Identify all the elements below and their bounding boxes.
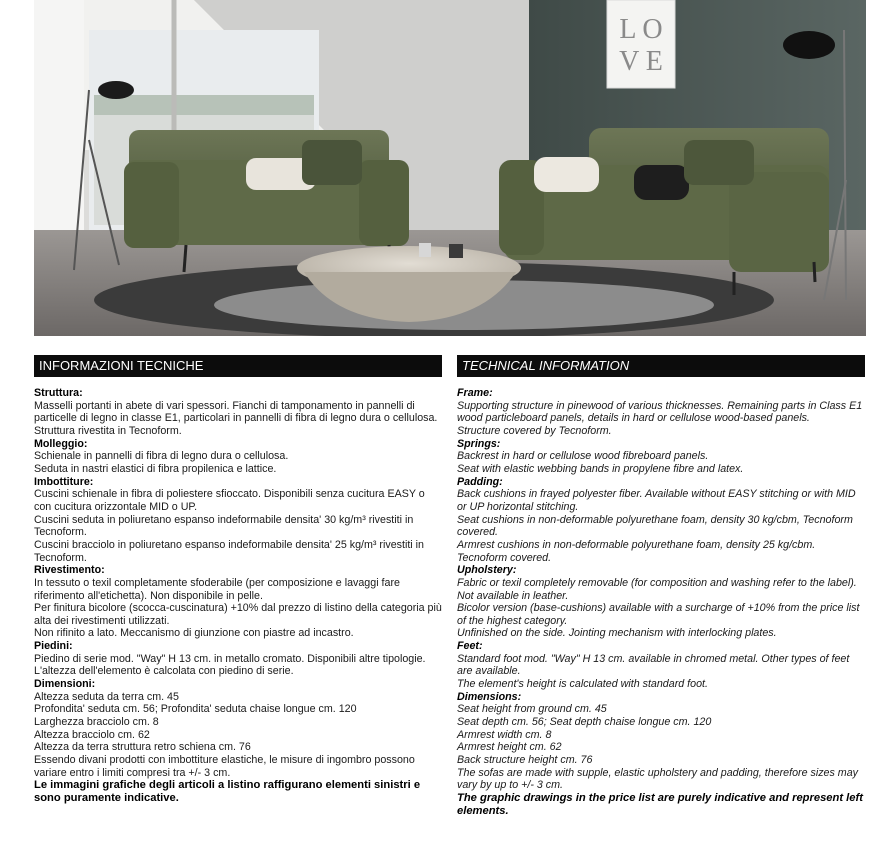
- english-body: [457, 387, 865, 818]
- section-line: Standard foot mod. "Way" H 13 cm. available in chromed metal. Other types of feet are available.: [457, 652, 850, 678]
- section-frame: [457, 387, 865, 438]
- section-line: Schienale in pannelli di fibra di legno dura o cellulosa.: [34, 450, 289, 463]
- section-line: Armrest height cm. 62: [457, 741, 562, 754]
- section-line: Profondita' seduta cm. 56; Profondita' seduta chaise longue cm. 120: [34, 703, 357, 716]
- section-title: Struttura:: [34, 387, 83, 399]
- section-line: Cuscini schienale in fibra di poliestere sfioccato. Disponibili senza cucitura EASY o con cucitura orizzontale MID o UP.: [34, 488, 425, 513]
- section-line: L'altezza dell'elemento è calcolata con piedino di serie.: [34, 665, 294, 678]
- section-line: Altezza bracciolo cm. 62: [34, 728, 150, 741]
- section-line: Backrest in hard or cellulose wood fibreboard panels.: [457, 450, 709, 463]
- section-line: Bicolor version (base-cushions) available with a surcharge of +10% from the price list of the highest category.: [457, 602, 860, 627]
- section-line: Unfinished on the side. Jointing mechanism with interlocking plates.: [457, 627, 777, 640]
- section-struttura: [34, 387, 442, 438]
- section-dimensions: [457, 691, 865, 792]
- section-line: Structure covered by Tecnoform.: [457, 424, 612, 437]
- section-line: Cuscini seduta in poliuretano espanso indeformabile densita' 30 kg/m³ rivestiti in Tecnoform.: [34, 513, 414, 539]
- svg-text:L O: L O: [619, 14, 663, 45]
- section-padding: [457, 476, 865, 565]
- section-line: In tessuto o texil completamente sfoderabile (per composizione e lavaggi fare riferimento all'etichetta). Non disponibile in pelle.: [34, 576, 400, 602]
- italian-header: INFORMAZIONI TECNICHE: [34, 355, 442, 377]
- section-title: Piedini:: [34, 640, 73, 653]
- section-line: Seat depth cm. 56; Seat depth chaise longue cm. 120: [457, 716, 712, 729]
- section-title: Frame:: [457, 387, 493, 399]
- section-line: Back structure height cm. 76: [457, 754, 593, 767]
- section-line: Supporting structure in pinewood of various thicknesses. Remaining parts in Class E1 wood particleboard panels, details in hard or cellulose wood-based panels.: [457, 399, 863, 425]
- section-line: The element's height is calculated with standard foot.: [457, 678, 708, 691]
- section-title: Springs:: [457, 437, 501, 450]
- section-line: Piedino di serie mod. "Way" H 13 cm. in metallo cromato. Disponibili altre tipologie.: [34, 652, 426, 665]
- section-line: Seat cushions in non-deformable polyurethane foam, density 30 kg/cbm, Tecnoform covered.: [457, 513, 853, 539]
- section-dimensioni: [34, 678, 442, 779]
- english-header: TECHNICAL INFORMATION: [457, 355, 865, 377]
- section-title: Molleggio:: [34, 437, 88, 450]
- section-line: Seat with elastic webbing bands in propylene fibre and latex.: [457, 462, 744, 475]
- italian-body: [34, 387, 442, 805]
- svg-text:V E: V E: [619, 46, 663, 77]
- section-line: Cuscini bracciolo in poliuretano espanso indeformabile densita' 25 kg/m³ rivestiti in Tecnoform.: [34, 538, 424, 564]
- section-line: Altezza seduta da terra cm. 45: [34, 690, 179, 703]
- section-title: Imbottiture:: [34, 475, 94, 488]
- italian-note: Le immagini grafiche degli articoli a listino raffigurano elementi sinistri e sono puramente indicative.: [34, 779, 421, 805]
- section-line: Seduta in nastri elastici di fibra propilenica e lattice.: [34, 462, 277, 475]
- section-title: Rivestimento:: [34, 564, 105, 577]
- section-piedini: [34, 640, 442, 678]
- section-rivestimento: [34, 564, 442, 640]
- section-line: Larghezza bracciolo cm. 8: [34, 716, 159, 729]
- section-line: Armrest cushions in non-deformable polyurethane foam, density 25 kg/cbm. Tecnoform covered.: [457, 538, 816, 564]
- italian-column: [34, 355, 442, 805]
- section-line: The sofas are made with supple, elastic upholstery and padding, therefore sizes may vary by up to +/- 3 cm.: [457, 766, 859, 792]
- english-column: [457, 355, 865, 818]
- section-line: Struttura rivestita in Tecnoform.: [34, 424, 182, 437]
- section-springs: [457, 438, 865, 476]
- section-title: Dimensioni:: [34, 678, 96, 691]
- section-line: Fabric or texil completely removable (for composition and washing refer to the label). Not available in leather.: [457, 576, 857, 602]
- section-title: Padding:: [457, 475, 503, 488]
- section-line: Altezza da terra struttura retro schiena cm. 76: [34, 741, 251, 754]
- section-line: Non rifinito a lato. Meccanismo di giunzione con piastre ad incastro.: [34, 627, 354, 640]
- section-title: Feet:: [457, 640, 483, 653]
- section-line: Armrest width cm. 8: [457, 728, 552, 741]
- section-line: Seat height from ground cm. 45: [457, 703, 607, 716]
- section-imbottiture: [34, 476, 442, 565]
- english-note: The graphic drawings in the price list are purely indicative and represent left elements.: [457, 792, 863, 817]
- product-photo: [34, 0, 866, 336]
- section-line: Back cushions in frayed polyester fiber. Available without EASY stitching or with MID or UP horizontal stitching.: [457, 488, 856, 513]
- section-upholstery: [457, 564, 865, 640]
- section-feet: [457, 640, 865, 691]
- section-title: Upholstery:: [457, 564, 517, 577]
- section-line: Essendo divani prodotti con imbottiture elastiche, le misure di ingombro possono variare entro i limiti compresi tra +/- 3 cm.: [34, 754, 415, 779]
- section-molleggio: [34, 438, 442, 476]
- section-line: Masselli portanti in abete di vari spessori. Fianchi di tamponamento in pannelli di particelle di legno in classe E1, particolari in pannelli di fibra di legno dura o cellulosa.: [34, 399, 438, 425]
- section-line: Per finitura bicolore (scocca-cuscinatura) +10% dal prezzo di listino della categoria più alta dei rivestimenti utilizzati.: [34, 602, 442, 627]
- section-title: Dimensions:: [457, 690, 522, 703]
